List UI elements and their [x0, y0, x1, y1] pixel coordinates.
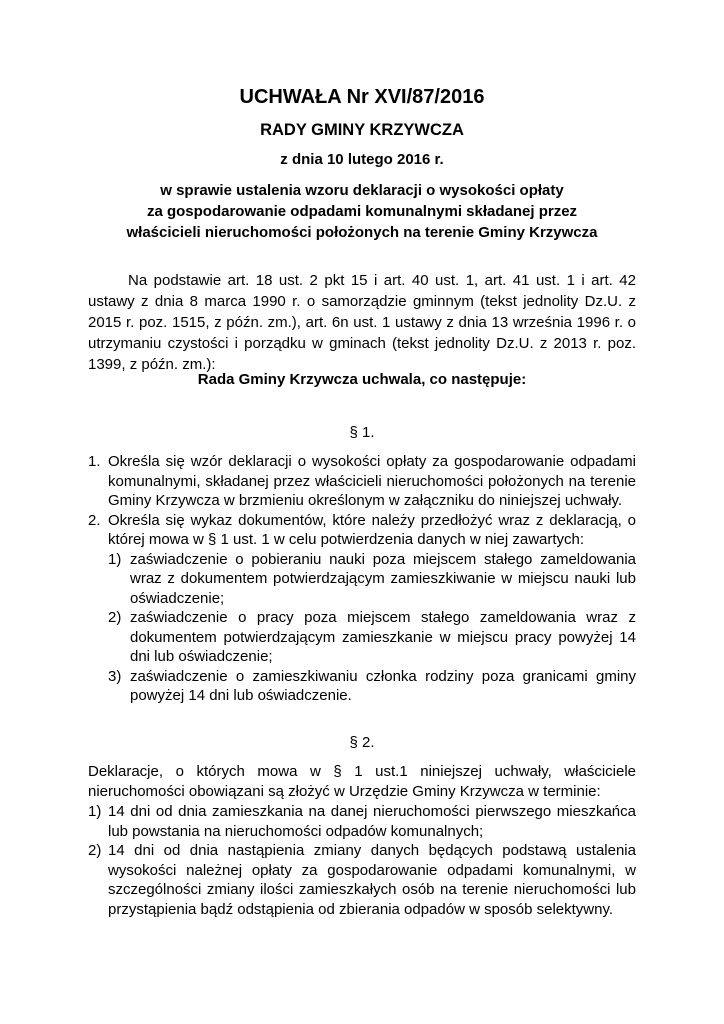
sublist-item — [108, 608, 636, 667]
subitem-text: zaświadczenie o pobieraniu nauki poza miejscem stałego zameldowania wraz z dokumentem potwierdzającym zamieszkiwanie w miejscu nauki lub oświadczenie; — [130, 550, 636, 607]
item-text: 14 dni od dnia zamieszkania na danej nieruchomości pierwszego mieszkańca lub powstania na nieruchomości odpadów komunalnych; — [108, 803, 636, 840]
subitem-number: 2) — [108, 609, 122, 626]
section-2-heading: § 2. — [349, 734, 375, 751]
item-text: Określa się wykaz dokumentów, które należy przedłożyć wraz z deklaracją, o której mowa w § 1 ust. 1 w celu potwierdzenia danych w niej zawartych: — [108, 511, 636, 548]
subitem-number: 1) — [108, 550, 122, 568]
resolution-title: UCHWAŁA Nr XVI/87/2016 — [239, 86, 485, 108]
list-item — [88, 802, 636, 841]
list-item — [88, 452, 636, 511]
section-2-intro: Deklaracje, o których mowa w § 1 ust.1 niniejszej uchwały, właściciele nieruchomości obowiązani są złożyć w Urzędzie Gminy Krzywcza w terminie: — [88, 763, 636, 800]
subitem-text: zaświadczenie o pracy poza miejscem stałego zameldowania wraz z dokumentem potwierdzającym zamieszkanie w miejscu pracy powyżej 14 dni lub oświadczenie; — [130, 609, 636, 665]
subitem-number: 3) — [108, 667, 122, 685]
item-number: 1. — [88, 453, 101, 470]
subject-line: właścicieli nieruchomości położonych na terenie Gminy Krzywcza — [126, 224, 598, 241]
item-number: 2) — [88, 842, 102, 859]
sublist-item — [108, 667, 636, 706]
section-1-heading: § 1. — [349, 424, 375, 441]
subitem-text: zaświadczenie o zamieszkiwaniu członka rodziny poza granicami gminy powyżej 14 dni lub oświadczenie. — [130, 667, 636, 704]
legal-basis-preamble: Na podstawie art. 18 ust. 2 pkt 15 i art. 40 ust. 1, art. 41 ust. 1 i art. 42 ustawy z dnia 8 marca 1990 r. o samorządzie gminnym (tekst jednolity Dz.U. z 2015 r. poz. 1515, z późn. zm.), art. 6n ust. 1 ustawy z dnia 13 września 1996 r. o utrzymaniu czystości i porządku w gminach (tekst jednolity Dz.U. z 2013 r. poz. 1399, z późn. zm.): — [88, 272, 636, 373]
resolution-date: z dnia 10 lutego 2016 r. — [280, 151, 444, 168]
item-text: 14 dni od dnia nastąpienia zmiany danych będących podstawą ustalenia wysokości należnej opłaty za gospodarowanie odpadami komunalnymi, w szczególności zmiany ilości zamieszkałych osób na terenie nieruchomości lub przystąpienia bądź odstąpienia od zbierania odpadów w sposób selektywny. — [108, 842, 636, 918]
item-number: 1) — [88, 803, 102, 820]
resolution-subject — [88, 180, 636, 243]
list-item — [88, 511, 636, 706]
item-text: Określa się wzór deklaracji o wysokości opłaty za gospodarowanie odpadami komunalnymi, składanej przez właścicieli nieruchomości położonych na terenie Gminy Krzywcza w brzmieniu określonym w załączniku do niniejszej uchwały. — [108, 453, 636, 509]
resolves-statement: Rada Gminy Krzywcza uchwala, co następuje: — [197, 371, 527, 388]
list-item — [88, 841, 636, 919]
sublist-item — [108, 550, 636, 609]
council-name: RADY GMINY KRZYWCZA — [260, 121, 464, 139]
section-1-list — [88, 452, 636, 706]
subject-line: w sprawie ustalenia wzoru deklaracji o wysokości opłaty — [160, 182, 564, 199]
documents-sublist — [108, 550, 636, 706]
section-2-list — [88, 802, 636, 919]
item-number: 2. — [88, 511, 101, 529]
subject-line: za gospodarowanie odpadami komunalnymi składanej przez — [146, 203, 578, 220]
